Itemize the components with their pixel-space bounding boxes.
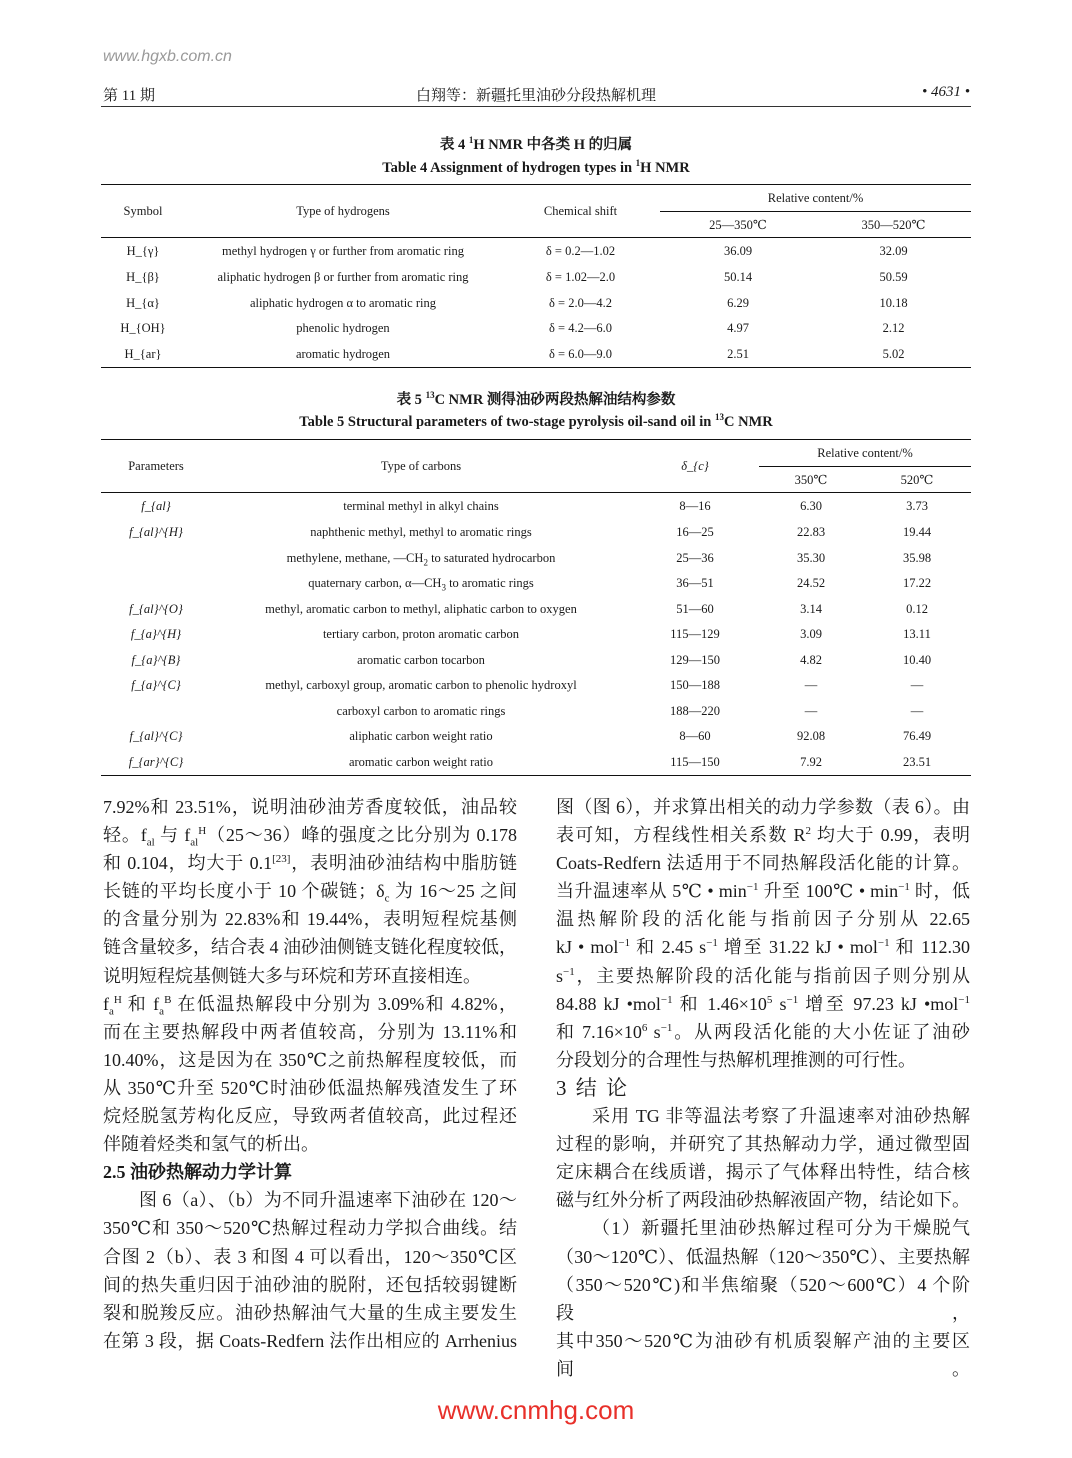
- cell-value-2: —: [910, 703, 924, 718]
- cell-symbol: H_{γ}: [126, 244, 160, 258]
- cell-value-1: 4.82: [800, 652, 822, 667]
- cell-symbol: [101, 546, 211, 572]
- table-row: [101, 673, 971, 699]
- cell-value-2: 2.12: [882, 321, 905, 336]
- cell-type: aromatic carbon weight ratio: [348, 754, 494, 769]
- cell-value-2: 35.98: [902, 550, 932, 565]
- text-line: 和 $7.16\times 10^6$ $s^{-1}$。从两段活化能的大小佐证了油砂: [556, 1021, 971, 1042]
- cell-shift: δ = 4.2—6.0: [549, 321, 612, 336]
- text-line: Coats-Redfern 法适用于不同热解段活化能的计算。: [556, 853, 970, 874]
- issue-number: 第 11 期: [103, 88, 155, 104]
- text-line: $s^{-1}$，主要热解阶段的活化能与指前因子则分别从: [556, 965, 970, 986]
- cell-value-1: 24.52: [796, 576, 826, 591]
- text-line: 在第 3 段，据 Coats-Redfern 法作出相应的 Arrhenius: [103, 1330, 517, 1351]
- text-line: （1）新疆托里油砂热解过程可分为干燥脱气: [592, 1218, 970, 1239]
- cell-value-2: 19.44: [902, 525, 932, 540]
- cell-type: phenolic hydrogen: [296, 321, 390, 336]
- text-line: 从 350℃升至 520℃时油砂低温热解残渣发生了环: [103, 1077, 517, 1098]
- header-c1: 350℃: [794, 472, 828, 487]
- table-row: [101, 265, 971, 291]
- cell-value-2: 10.18: [879, 295, 908, 310]
- text-line: （350～520℃)和半焦缩聚（520～600℃）4 个阶段，: [556, 1274, 970, 1323]
- text-line: 长链的平均长度小于 10 个碳链；$\delta_c$ 为 16～25 之间: [103, 881, 518, 905]
- cell-symbol: [101, 699, 211, 725]
- cell-value-1: 22.83: [796, 525, 826, 540]
- header-c2: 350—520℃: [861, 217, 926, 232]
- table5-caption-en: Table 5 Structural parameters of two-stage pyrolysis oil-sand oil in $^{13}$C NMR: [299, 412, 773, 430]
- text-line: 84.88 kJ •mol$^{-1}$ 和 $1.46\times 10^5$ $s^{-1}$ 增至 97.23 kJ •mol$^{-1}$: [556, 993, 971, 1014]
- table4: [101, 184, 971, 368]
- table-row: [101, 597, 971, 623]
- text-line: 而在主要热解段中两者值较高，分别为 13.11%和: [103, 1021, 517, 1042]
- cell-shift: 8—60: [679, 729, 711, 744]
- text-line: 7.92%和 23.51%，说明油砂油芳香度较低，油品较: [103, 797, 517, 817]
- cell-value-1: 4.97: [727, 321, 749, 336]
- table-row: [101, 571, 971, 597]
- cell-shift: 8—16: [679, 499, 711, 513]
- cell-symbol: f_{ar}^{C}: [128, 754, 184, 769]
- cell-shift: 36—51: [676, 576, 714, 591]
- text-line: 过程的影响，并研究了其热解动力学，通过微型固: [556, 1134, 970, 1155]
- table-row: [101, 699, 971, 725]
- cell-value-2: 3.73: [906, 499, 928, 513]
- cell-symbol: H_{β}: [126, 270, 160, 285]
- table4-caption-en: Table 4 Assignment of hydrogen types in $^1$H NMR: [382, 158, 690, 176]
- header-shift: δ_{c}: [631, 440, 759, 493]
- table-row: [101, 622, 971, 648]
- cell-value-1: 3.09: [800, 627, 822, 642]
- cell-value-1: 35.30: [796, 550, 826, 565]
- text-line: 其中350～520℃为油砂有机质裂解产油的主要区间。: [556, 1330, 970, 1379]
- cell-symbol: [101, 571, 211, 597]
- cell-shift: 25—36: [676, 550, 714, 565]
- cell-symbol: f_{a}^{B}: [131, 652, 181, 667]
- cell-type: naphthenic methyl, methyl to aromatic rings: [310, 525, 532, 540]
- text-line: （30～120℃）、低温热解（120～350℃）、主要热解: [556, 1246, 970, 1267]
- cell-value-2: 13.11: [903, 627, 931, 642]
- text-line: $f_a^H$ 和 $f_a^B$ 在低温热解段中分别为 3.09%和 4.82%，: [103, 993, 517, 1018]
- table5-caption-cn: 表 5 $^{13}$C NMR 测得油砂两段热解油结构参数: [396, 390, 676, 408]
- text-line: 图（图 6），并求算出相关的动力学参数（表 6）。由: [556, 797, 970, 817]
- cell-value-1: 6.30: [800, 499, 822, 513]
- table-row: [101, 724, 971, 750]
- table-row: [101, 291, 971, 317]
- text-line: 裂和脱羧反应。油砂热解油气大量的生成主要发生: [103, 1302, 517, 1323]
- header-type: Type of carbons: [211, 440, 631, 493]
- cell-type: methyl, carboxyl group, aromatic carbon to phenolic hydroxyl: [265, 678, 577, 693]
- cell-symbol: f_{a}^{C}: [131, 678, 181, 693]
- cell-shift: 115—129: [670, 627, 720, 642]
- text-line: 图 6（a）、（b）为不同升温速率下油砂在 120～: [139, 1190, 517, 1211]
- table-row: [101, 750, 971, 776]
- cell-value-1: 6.29: [727, 295, 749, 310]
- header-param: Parameters: [101, 440, 211, 493]
- cell-symbol: f_{al}^{H}: [129, 525, 183, 540]
- cell-shift: 16—25: [676, 525, 714, 540]
- cell-symbol: f_{al}^{O}: [129, 601, 183, 616]
- header-type: Type of hydrogens: [185, 185, 501, 238]
- text-line: 当升温速率从 5℃ • $\min^{-1}$ 升至 100℃ • $\min^{-1}$ 时，低: [556, 881, 970, 902]
- text-line: 间的热失重归因于油砂油的脱附，还包括较弱键断: [103, 1274, 517, 1295]
- header-c1: 25—350℃: [709, 217, 767, 232]
- text-line: 轻。$f_{al}$ 与 $f_{al}^H(25\sim 36)$峰的强度之比分别为 0.178: [103, 825, 518, 849]
- text-line: 表可知，方程线性相关系数 $R^2$ 均大于 0.99，表明: [556, 825, 971, 846]
- header-relative: Relative content/%: [759, 440, 971, 467]
- cell-value-2: —: [910, 678, 924, 693]
- table-row: [101, 316, 971, 342]
- cell-value-1: —: [804, 703, 818, 718]
- left-column: [103, 793, 517, 1355]
- cell-value-2: 50.59: [879, 270, 908, 285]
- section-heading: 2.5 油砂热解动力学计算: [103, 1162, 292, 1183]
- cell-symbol: f_{al}^{C}: [129, 729, 183, 744]
- site-watermark: www.cnmhg.com: [437, 1395, 635, 1425]
- cell-type: methyl, aromatic carbon to methyl, aliphatic carbon to oxygen: [265, 601, 577, 616]
- cell-value-2: 76.49: [902, 729, 932, 744]
- header-symbol: Symbol: [101, 185, 185, 238]
- text-line: kJ • mol$^{-1}$ 和 2.45 $s^{-1}$ 增至 31.22 kJ • mol$^{-1}$ 和 112.30: [556, 937, 970, 958]
- right-column: [556, 793, 970, 1383]
- table-row: [101, 238, 971, 266]
- text-line: 分段划分的合理性与热解机理推测的可行性。: [556, 1049, 916, 1070]
- cell-value-1: 50.14: [723, 270, 753, 285]
- header-relative: Relative content/%: [660, 185, 971, 212]
- table-row: [101, 520, 971, 546]
- cell-value-2: 0.12: [906, 601, 928, 616]
- cell-value-1: 36.09: [723, 244, 753, 258]
- cell-symbol: f_{a}^{H}: [130, 627, 182, 642]
- cell-value-1: 3.14: [800, 601, 822, 616]
- text-line: 温热解阶段的活化能与指前因子分别从 22.65: [556, 909, 970, 930]
- cell-shift: δ = 0.2—1.02: [545, 244, 616, 258]
- cell-value-2: 17.22: [902, 576, 932, 591]
- cell-value-2: 10.40: [902, 652, 932, 667]
- header-shift: Chemical shift: [501, 185, 660, 238]
- cell-symbol: H_{α}: [126, 295, 160, 310]
- running-title: 白翔等：新疆托里油砂分段热解机理: [415, 88, 656, 104]
- text-line: 的含量分别为 22.83%和 19.44%，表明短程烷基侧: [103, 909, 517, 930]
- header-c2: 520℃: [900, 472, 934, 487]
- cell-shift: 115—150: [670, 754, 720, 769]
- table4-caption-cn: 表 4 $^1$H NMR 中各类 H 的归属: [439, 135, 633, 153]
- cell-type: aromatic carbon tocarbon: [357, 652, 485, 667]
- table-row: [101, 648, 971, 674]
- cell-shift: 150—188: [670, 678, 720, 693]
- cell-value-2: 23.51: [902, 754, 932, 769]
- table-row: [101, 493, 971, 521]
- table-row: [101, 342, 971, 368]
- cell-value-1: 7.92: [800, 754, 822, 769]
- table5: [101, 439, 971, 776]
- text-line: 定床耦合在线质谱，揭示了气体释出特性，结合核: [556, 1162, 970, 1183]
- text-line: 说明短程烷基侧链大多与环烷和芳环直接相连。: [103, 965, 481, 986]
- cell-value-2: 5.02: [882, 346, 905, 361]
- cell-type: tertiary carbon, proton aromatic carbon: [322, 627, 520, 642]
- text-line: 350℃和 350～520℃热解过程动力学拟合曲线。结: [103, 1218, 517, 1239]
- cell-shift: 51—60: [676, 601, 714, 616]
- cell-shift: δ = 2.0—4.2: [549, 295, 612, 310]
- cell-shift: 129—150: [670, 652, 720, 667]
- cell-type: quaternary carbon, $\alpha—CH_3$ to aromatic rings: [308, 576, 534, 593]
- text-line: 伴随着烃类和氢气的析出。: [103, 1134, 319, 1155]
- cell-symbol: H_{OH}: [120, 321, 166, 336]
- cell-shift: δ = 6.0—9.0: [549, 346, 612, 361]
- cell-type: aliphatic carbon weight ratio: [349, 729, 493, 744]
- cell-value-1: 2.51: [727, 346, 749, 361]
- cell-type: methylene, methane, $—CH_2$ to saturated hydrocarbon: [286, 550, 556, 568]
- cell-type: methyl hydrogen γ or further from aromatic ring: [222, 244, 464, 258]
- cell-shift: 188—220: [670, 703, 720, 718]
- cell-type: carboxyl carbon to aromatic rings: [336, 703, 506, 718]
- header-rule: [101, 106, 971, 107]
- text-line: 烷烃脱氢芳构化反应，导致两者值较高，此过程还: [103, 1106, 517, 1127]
- journal-watermark: www.hgxb.com.cn: [103, 48, 232, 65]
- text-line: 合图 2（b）、表 3 和图 4 可以看出，120～350℃区: [103, 1246, 517, 1267]
- text-line: 磁与红外分析了两段油砂热解液固产物，结论如下。: [556, 1190, 970, 1211]
- page-number: • 4631 •: [921, 84, 970, 100]
- cell-type: aromatic hydrogen: [295, 346, 391, 361]
- cell-type: terminal methyl in alkyl chains: [343, 499, 499, 513]
- cell-value-2: 32.09: [879, 244, 908, 258]
- section-heading: 3 结 论: [556, 1075, 629, 1100]
- cell-type: aliphatic hydrogen α to aromatic ring: [249, 295, 436, 310]
- cell-type: aliphatic hydrogen β or further from aromatic ring: [217, 270, 469, 285]
- cell-symbol: f_{al}: [141, 499, 171, 513]
- table-row: [101, 546, 971, 572]
- cell-symbol: H_{ar}: [124, 346, 162, 361]
- text-line: 链含量较多，结合表 4 油砂油侧链支链化程度较低，: [103, 937, 517, 958]
- text-line: 10.40%，这是因为在 350℃之前热解程度较低，而: [103, 1049, 517, 1070]
- text-line: 采用 TG 非等温法考察了升温速率对油砂热解: [592, 1106, 970, 1127]
- cell-shift: δ = 1.02—2.0: [545, 270, 616, 285]
- cell-value-1: —: [804, 678, 818, 693]
- cell-value-1: 92.08: [796, 729, 826, 744]
- text-line: 和 0.104，均大于 0.1[23]，表明油砂油结构中脂肪链: [103, 853, 518, 874]
